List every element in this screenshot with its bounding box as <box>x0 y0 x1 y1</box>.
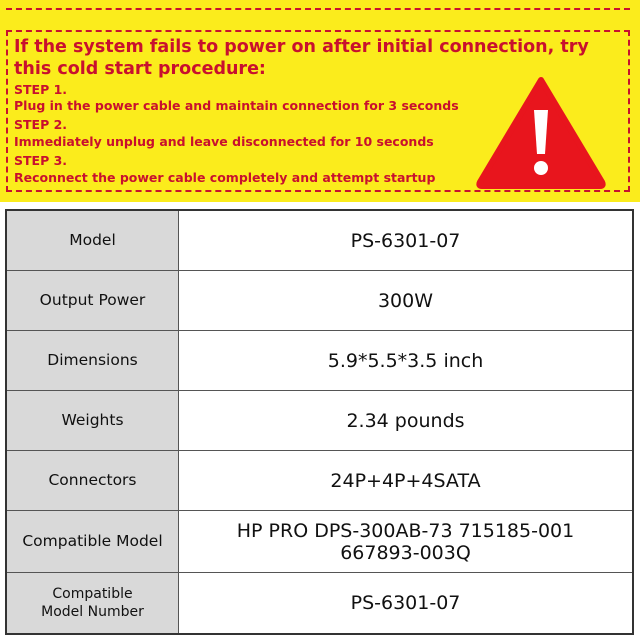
spec-label: Compatible Model Number <box>7 573 179 633</box>
spec-row-weights <box>7 391 632 451</box>
step-1-text: Plug in the power cable and maintain connection for 3 seconds <box>14 98 459 113</box>
spec-row-dimensions <box>7 331 632 391</box>
step-2-text: Immediately unplug and leave disconnected for 10 seconds <box>14 134 434 149</box>
step-2-title: STEP 2. <box>14 117 68 132</box>
step-3-text: Reconnect the power cable completely and attempt startup <box>14 170 436 185</box>
step-1-title: STEP 1. <box>14 82 68 97</box>
spec-row-connectors <box>7 451 632 511</box>
spec-value: HP PRO DPS-300AB-73 715185-001 667893-003Q <box>236 519 575 564</box>
warning-headline: If the system fails to power on after initial connection, try this cold start procedure: <box>14 37 589 79</box>
spec-label: Output Power <box>7 271 179 330</box>
spec-value: 2.34 pounds <box>346 409 465 432</box>
spec-value: 300W <box>377 289 434 312</box>
spec-value: 24P+4P+4SATA <box>330 469 481 492</box>
spec-row-compatible-model-number <box>7 573 632 633</box>
spec-label: Model <box>7 211 179 270</box>
warning-exclamation-icon <box>474 74 608 190</box>
spec-row-compatible-model <box>7 511 632 573</box>
spec-row-output-power <box>7 271 632 331</box>
step-3-title: STEP 3. <box>14 153 68 168</box>
cold-start-warning-banner <box>0 0 640 202</box>
spec-label: Connectors <box>7 451 179 510</box>
spec-label: Dimensions <box>7 331 179 390</box>
specifications-table <box>5 209 634 635</box>
spec-value: PS-6301-07 <box>350 229 461 252</box>
spec-row-model <box>7 211 632 271</box>
banner-top-dashed-border <box>6 8 630 10</box>
spec-value: PS-6301-07 <box>350 592 461 614</box>
spec-label: Compatible Model <box>7 511 179 572</box>
spec-value: 5.9*5.5*3.5 inch <box>327 349 484 372</box>
spec-label: Weights <box>7 391 179 450</box>
